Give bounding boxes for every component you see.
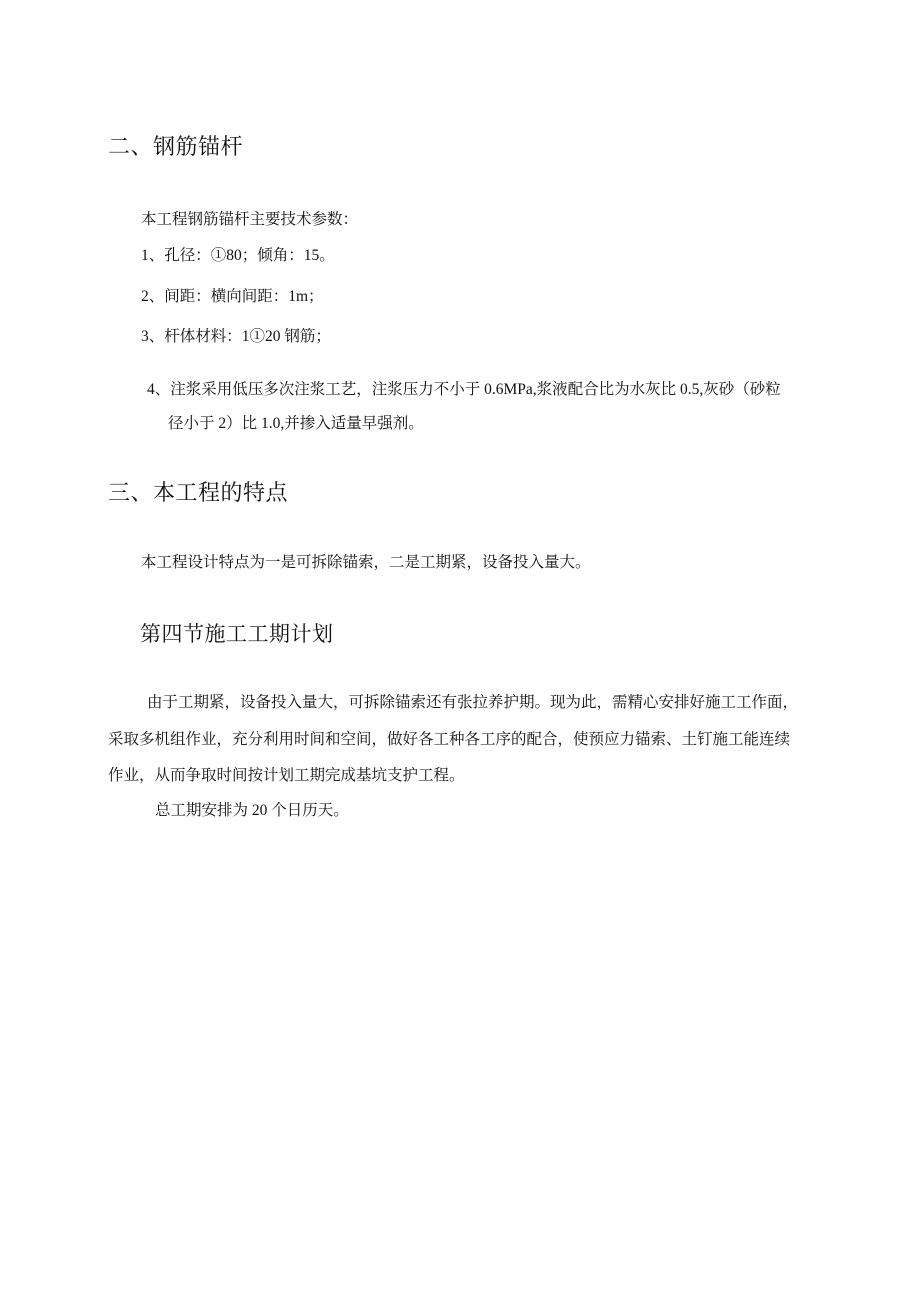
section-heading-project-features: 三、本工程的特点 <box>108 481 289 506</box>
list-item-grouting-line1: 4、注浆采用低压多次注浆工艺，注浆压力不小于 0.6MPa,浆液配合比为水灰比 0.5,灰砂（砂粒 <box>147 381 781 398</box>
paragraph-rod-parameters-intro: 本工程钢筋锚杆主要技术参数： <box>141 211 359 228</box>
paragraph-schedule-line2: 采取多机组作业，充分利用时间和空间，做好各工种各工序的配合，使预应力锚索、土钉施工能连续 <box>108 731 791 748</box>
section-heading-anchor-rods: 二、钢筋锚杆 <box>108 135 244 160</box>
paragraph-project-features: 本工程设计特点为一是可拆除锚索，二是工期紧，设备投入量大。 <box>141 554 591 571</box>
list-item-spacing: 2、间距：横向间距：1m； <box>141 288 324 305</box>
paragraph-schedule-line1: 由于工期紧，设备投入量大，可拆除锚索还有张拉养护期。现为此，需精心安排好施工工作面， <box>147 694 799 711</box>
paragraph-schedule-line3: 作业，从而争取时间按计划工期完成基坑支护工程。 <box>108 767 465 784</box>
paragraph-total-duration: 总工期安排为 20 个日历天。 <box>155 802 349 819</box>
list-item-hole-diameter: 1、孔径：①80；倾角：15。 <box>141 247 335 264</box>
list-item-rod-material: 3、杆体材料：1①20 钢筋； <box>141 328 331 345</box>
list-item-grouting-line2: 径小于 2）比 1.0,并掺入适量早强剂。 <box>168 415 424 432</box>
section-heading-schedule-plan: 第四节施工工期计划 <box>140 622 334 646</box>
